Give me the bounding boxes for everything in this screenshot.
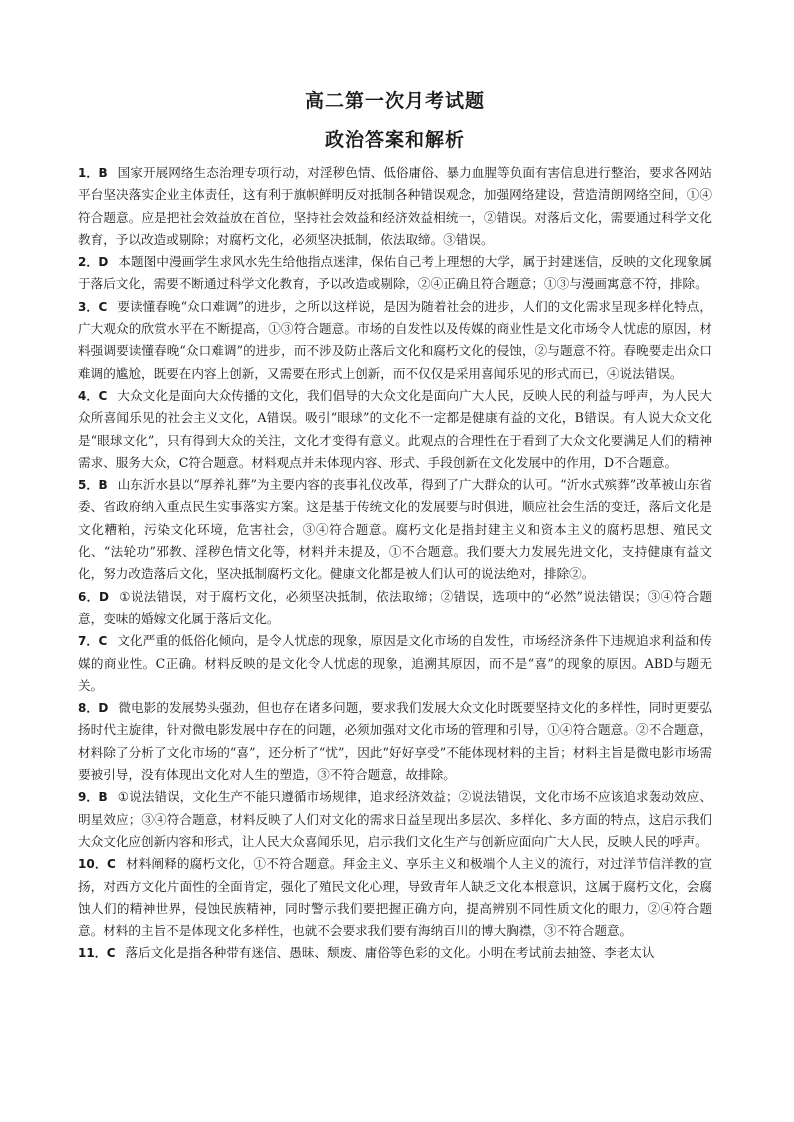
answer-letter: B [98, 790, 108, 805]
question-number: 5． [78, 478, 99, 493]
explanation-text: 微电影的发展势头强劲，但也存在诸多问题，要求我们发展大众文化时既要坚持文化的多样性，同时更要弘扬时代主旋律，针对微电影发展中存在的问题，必须加强对文化市场的管理和引导，①④符合题意。②不合题意，材料除了分析了文化市场的“喜”，还分析了“忧”，因此“好好享受”不能体现材料的主旨；材料主旨是微电影市场需要被引导，没有体现出文化对人生的塑造，③不符合题意，故排除。 [78, 700, 712, 783]
answer-item [78, 630, 712, 697]
document-title: 高二第一次月考试题 [304, 90, 485, 112]
answer-item [78, 474, 712, 585]
answer-letter: B [98, 166, 108, 180]
question-number: 4． [78, 388, 99, 403]
answer-item [78, 786, 712, 853]
question-number: 7． [78, 634, 99, 649]
explanation-text: 落后文化是指各种带有迷信、愚昧、颓废、庸俗等色彩的文化。小明在考试前去抽签、李老太认 [125, 945, 655, 961]
question-number: 1． [78, 166, 99, 180]
answer-item [78, 385, 712, 474]
answer-item [78, 296, 712, 385]
answer-letter: C [98, 634, 108, 649]
question-number: 9． [78, 790, 99, 805]
answer-letter: D [98, 589, 109, 604]
document-subtitle: 政治答案和解析 [324, 129, 465, 151]
explanation-text: 文化严重的低俗化倾向，是令人忧虑的现象，原因是文化市场的自发性，市场经济条件下违规追求利益和传媒的商业性。C正确。材料反映的是文化令人忧虑的现象，追溯其原因，而不是“喜”的现象的原因。ABD与题无关。 [78, 633, 713, 693]
answer-letter: D [98, 701, 109, 716]
answer-letter: C [107, 857, 116, 872]
answer-item [78, 697, 712, 786]
answer-item [78, 853, 712, 942]
question-number: 6． [78, 589, 99, 604]
answer-item [78, 942, 712, 964]
answer-item [78, 251, 712, 296]
answer-letter: D [98, 255, 109, 270]
explanation-text: 大众文化是面向大众传播的文化，我们倡导的大众文化是面向广大人民，反映人民的利益与呼声，为人民大众所喜闻乐见的社会主义文化，A错误。吸引“眼球”的文化不一定都是健康有益的文化，B错误。有人说大众文化是“眼球文化”，只有得到大众的关注，文化才变得有意义。此观点的合理性在于看到了大众文化要满足人们的精神需求、服务大众，C符合题意。材料观点并未体现内容、形式、手段创新在文化发展中的作用，D不合题意。 [78, 387, 713, 470]
answer-letter: C [98, 388, 108, 403]
question-number: 11． [78, 946, 107, 961]
explanation-text: 国家开展网络生态治理专项行动，对淫秽色情、低俗庸俗、暴力血腥等负面有害信息进行整治，要求各网站平台坚决落实企业主体责任，这有利于旗帜鲜明反对抵制各种错误观念，加强网络建设，营造清朗网络空间，①④符合题意。应是把社会效益放在首位，坚持社会效益和经济效益相统一，②错误。对落后文化，需要通过科学文化教育，予以改造或剔除；对腐朽文化，必须坚决抵制，依法取缔。③错误。 [78, 165, 713, 247]
explanation-text: ①说法错误，对于腐朽文化，必须坚决抵制，依法取缔；②错误，选项中的“必然”说法错误；③④符合题意，变味的婚嫁文化属于落后文化。 [78, 588, 712, 626]
explanation-text: 山东沂水县以“厚养礼葬”为主要内容的丧事礼仪改革，得到了广大群众的认可。“沂水式殡葬”改革被山东省委、省政府纳入重点民生实事落实方案。这是基于传统文化的发展要与时俱进，顺应社会生活的变迁，落后文化是文化糟粕，污染文化环境，危害社会，③④符合题意。腐朽文化是指封建主义和资本主义的腐朽思想、殖民文化、“法轮功”邪教、淫秽色情文化等，材料并未提及，①不合题意。我们要大力发展先进文化，支持健康有益文化，努力改造落后文化，坚决抵制腐朽文化。健康文化都是被人们认可的说法绝对，排除②。 [78, 477, 712, 582]
question-number: 3． [78, 299, 99, 314]
answer-letter: C [98, 299, 108, 314]
answer-item [78, 586, 712, 631]
explanation-text: ①说法错误，文化生产不能只遵循市场规律，追求经济效益；②说法错误，文化市场不应该追求轰动效应、明星效应；③④符合题意，材料反映了人们对文化的需求日益呈现出多层次、多样化、多方面的特点，这启示我们大众文化应创新内容和形式，让人民大众喜闻乐见，启示我们文化生产与创新应面向广大人民，反映人民的呼声。 [78, 789, 712, 849]
question-number: 2． [78, 255, 99, 270]
answer-letter: C [106, 946, 116, 961]
question-number: 8． [78, 701, 99, 716]
answer-list [78, 162, 712, 965]
answer-item [78, 162, 712, 251]
explanation-text: 要读懂春晚“众口难调”的进步，之所以这样说，是因为随着社会的进步，人们的文化需求呈现多样化特点，广大观众的欣赏水平在不断提高，①③符合题意。市场的自发性以及传媒的商业性是文化市场令人忧虑的原因，材料强调要读懂春晚“众口难调”的进步，而不涉及防止落后文化和腐朽文化的侵蚀，②与题意不符。春晚要走出众口难调的尴尬，既要在内容上创新，又需要在形式上创新，而不仅仅是采用喜闻乐见的形式而已，④说法错误。 [78, 298, 712, 381]
explanation-text: 材料阐释的腐朽文化，①不符合题意。拜金主义、享乐主义和极端个人主义的流行，对过洋节信洋教的宣扬，对西方文化片面性的全面肯定，强化了殖民文化心理，导致青年人缺乏文化本根意识，这属于腐朽文化，会腐蚀人们的精神世界，侵蚀民族精神，同时警示我们要把握正确方向，提高辨别不同性质文化的眼力，②④符合题意。材料的主旨不是体现文化多样性，也就不会要求我们要有海纳百川的博大胸襟，③不符合题意。 [78, 856, 712, 939]
answer-letter: B [98, 478, 108, 493]
question-number: 10． [78, 857, 107, 872]
explanation-text: 本题图中漫画学生求风水先生给他指点迷津，保佑自己考上理想的大学，属于封建迷信，反映的文化现象属于落后文化，需要不断通过科学文化教育，予以改造或剔除，②④正确且符合题意；①③与漫画寓意不符，排除。 [78, 254, 712, 292]
